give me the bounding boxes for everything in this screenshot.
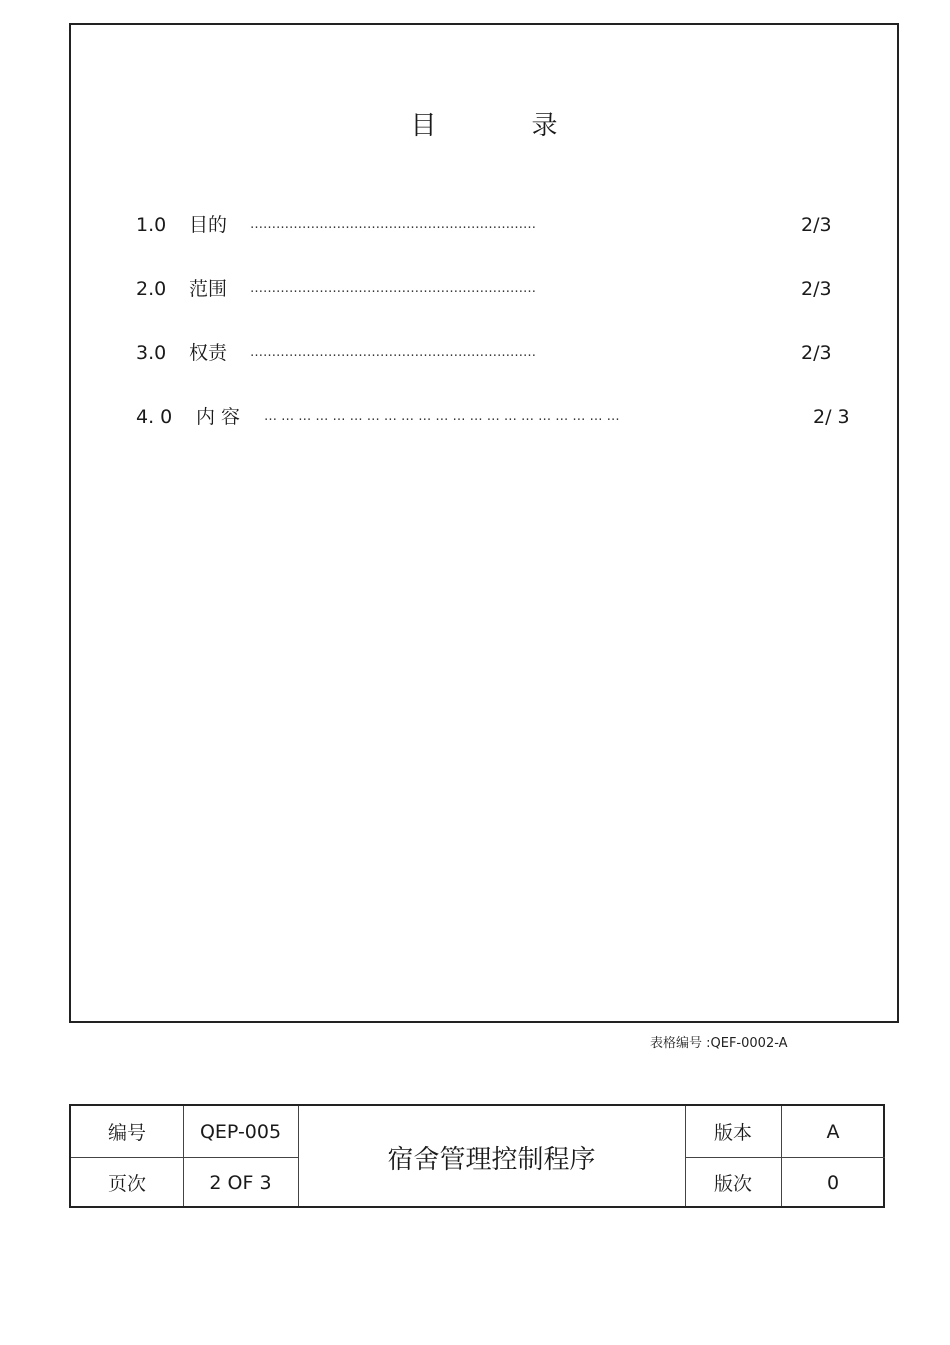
- toc-entry-number: 2.0: [136, 278, 167, 300]
- number-label: 编号: [107, 1122, 146, 1144]
- document-title: 宿舍管理控制程序: [387, 1144, 596, 1175]
- toc-title: [71, 105, 897, 142]
- revision-value: 0: [826, 1171, 840, 1194]
- revision-label: 版次: [713, 1173, 752, 1195]
- toc-entry-page: 2/3: [801, 342, 832, 364]
- form-code: 表格编号 :QEF-0002-A: [650, 1036, 788, 1051]
- toc-entry-label: 权责: [189, 342, 228, 364]
- toc-entry-page: 2/3: [801, 214, 832, 236]
- toc-entry-label: 内 容: [196, 406, 241, 428]
- toc-entry-leader: …………………………………………………………: [250, 281, 536, 296]
- toc-title-right: 录: [531, 111, 558, 141]
- toc-entry-leader: … … … … … … … … … … … … … … … … … … … … …: [264, 409, 620, 424]
- version-label: 版本: [713, 1122, 752, 1144]
- document-footer-table: [69, 1104, 885, 1208]
- toc-box: [69, 23, 899, 1023]
- toc-entry-number: 1.0: [136, 214, 167, 236]
- page-label: 页次: [107, 1173, 146, 1195]
- toc-entry-leader: …………………………………………………………: [250, 217, 536, 232]
- toc-title-left: 目: [410, 111, 437, 141]
- toc-entry-page: 2/3: [801, 278, 832, 300]
- number-value: QEP-005: [199, 1120, 282, 1143]
- toc-entry-label: 范围: [189, 278, 228, 300]
- toc-entry-leader: …………………………………………………………: [250, 345, 536, 360]
- toc-entry-label: 目的: [189, 214, 228, 236]
- toc-entry-number: 3.0: [136, 342, 167, 364]
- version-value: A: [826, 1120, 840, 1143]
- toc-entry-number: 4. 0: [136, 406, 173, 428]
- toc-entry-page: 2/ 3: [813, 406, 850, 428]
- page-value: 2 OF 3: [209, 1171, 272, 1194]
